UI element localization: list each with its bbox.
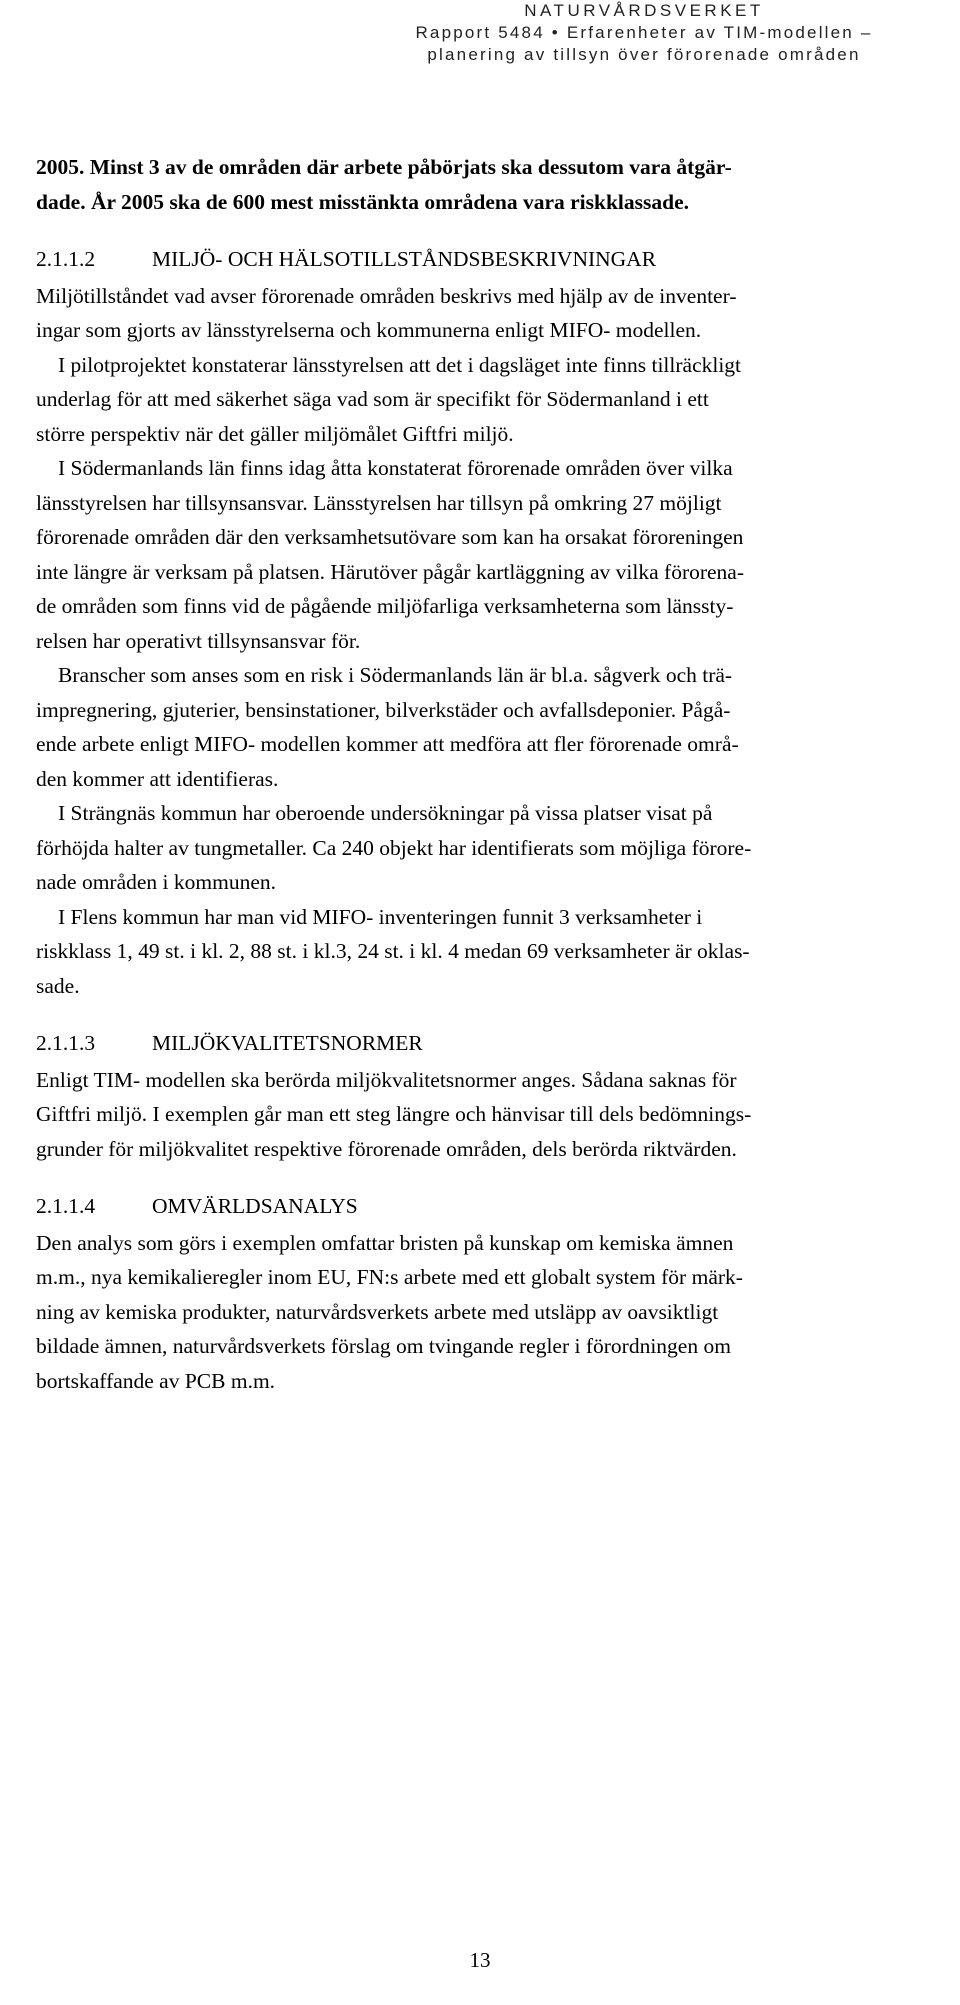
text-line: Branscher som anses som en risk i Södermanlands län är bl.a. sågverk och trä- bbox=[58, 663, 733, 687]
paragraph bbox=[36, 451, 936, 658]
text-line: riskklass 1, 49 st. i kl. 2, 88 st. i kl.3, 24 st. i kl. 4 medan 69 verksamheter är oklas- bbox=[36, 939, 750, 963]
section-2-1-1-4 bbox=[36, 1189, 936, 1398]
text-line: I Södermanlands län finns idag åtta konstaterat förorenade områden över vilka bbox=[58, 456, 733, 480]
text-line: impregnering, gjuterier, bensinstationer, bilverkstäder och avfallsdeponier. Pågå- bbox=[36, 697, 731, 722]
text-line: inte längre är verksam på platsen. Härutöver pågår kartläggning av vilka förorena- bbox=[36, 559, 745, 584]
text-line: förhöjda halter av tungmetaller. Ca 240 objekt har identifierats som möjliga förore- bbox=[36, 835, 752, 860]
header-organization: NATURVÅRDSVERKET bbox=[524, 1, 764, 20]
text-line: de områden som finns vid de pågående miljöfarliga verksamheterna som länssty- bbox=[36, 594, 734, 618]
text-line: förorenade områden där den verksamhetsutövare som kan ha orsakat föroreningen bbox=[36, 525, 744, 549]
section-number: 2.1.1.3 bbox=[36, 1031, 96, 1055]
section-title: MILJÖKVALITETSNORMER bbox=[152, 1031, 423, 1055]
section-title: OMVÄRLDSANALYS bbox=[152, 1194, 358, 1218]
text-line: bortskaffande av PCB m.m. bbox=[36, 1368, 276, 1393]
text-line: ning av kemiska produkter, naturvårdsverkets arbete med utsläpp av oavsiktligt bbox=[36, 1299, 719, 1324]
text-line: ende arbete enligt MIFO- modellen kommer att medföra att fler förorenade områ- bbox=[36, 732, 739, 756]
paragraph bbox=[36, 796, 936, 900]
text-line: sade. bbox=[36, 973, 80, 998]
running-header bbox=[364, 0, 924, 66]
text-line: Den analys som görs i exemplen omfattar bristen på kunskap om kemiska ämnen bbox=[36, 1230, 734, 1255]
text-line: Miljötillståndet vad avser förorenade områden beskrivs med hjälp av de inventer- bbox=[36, 283, 737, 308]
text-line: länsstyrelsen har tillsynsansvar. Länsstyrelsen har tillsyn på omkring 27 möjligt bbox=[36, 490, 722, 515]
paragraph bbox=[36, 658, 936, 796]
lead-line: dade. År 2005 ska de 600 mest misstänkta områdena vara riskklassade. bbox=[36, 189, 689, 214]
paragraph bbox=[36, 1063, 936, 1167]
text-line: ingar som gjorts av länsstyrelserna och kommunerna enligt MIFO- modellen. bbox=[36, 318, 702, 342]
text-line: bildade ämnen, naturvårdsverkets förslag om tvingande regler i förordningen om bbox=[36, 1334, 731, 1358]
text-line: underlag för att med säkerhet säga vad som är specifikt för Södermanland i ett bbox=[36, 387, 709, 411]
section-title: MILJÖ- OCH HÄLSOTILLSTÅNDSBESKRIVNINGAR bbox=[152, 247, 657, 271]
paragraph bbox=[36, 348, 936, 452]
section-heading bbox=[36, 1026, 936, 1061]
page-number: 13 bbox=[469, 1948, 491, 1972]
section-number: 2.1.1.4 bbox=[36, 1194, 96, 1218]
section-2-1-1-2 bbox=[36, 242, 936, 1003]
text-line: grunder för miljökvalitet respektive förorenade områden, dels berörda riktvärden. bbox=[36, 1136, 737, 1161]
paragraph bbox=[36, 1226, 936, 1399]
section-heading bbox=[36, 242, 936, 277]
header-report-line: Rapport 5484 • Erfarenheter av TIM-modellen – bbox=[415, 23, 873, 42]
text-line: I Flens kommun har man vid MIFO- inventeringen funnit 3 verksamheter i bbox=[58, 904, 703, 929]
lead-line: 2005. Minst 3 av de områden där arbete påbörjats ska dessutom vara åtgär- bbox=[36, 155, 732, 179]
text-line: m.m., nya kemikalieregler inom EU, FN:s arbete med ett globalt system för märk- bbox=[36, 1265, 743, 1289]
header-subtitle-line: planering av tillsyn över förorenade områden bbox=[427, 45, 861, 64]
lead-paragraph bbox=[36, 150, 936, 219]
text-line: Enligt TIM- modellen ska berörda miljökvalitetsnormer anges. Sådana saknas för bbox=[36, 1067, 737, 1092]
text-line: I pilotprojektet konstaterar länsstyrelsen att det i dagsläget inte finns tillräckligt bbox=[58, 352, 742, 377]
paragraph bbox=[36, 279, 936, 348]
text-line: relsen har operativt tillsynsansvar för. bbox=[36, 628, 361, 653]
paragraph bbox=[36, 900, 936, 1004]
section-2-1-1-3 bbox=[36, 1026, 936, 1166]
text-line: nade områden i kommunen. bbox=[36, 870, 277, 894]
text-line: större perspektiv när det gäller miljömålet Giftfri miljö. bbox=[36, 421, 514, 446]
section-number: 2.1.1.2 bbox=[36, 247, 96, 271]
page-body bbox=[36, 150, 936, 1421]
section-heading bbox=[36, 1189, 936, 1224]
text-line: I Strängnäs kommun har oberoende undersökningar på vissa platser visat på bbox=[58, 801, 713, 825]
text-line: den kommer att identifieras. bbox=[36, 766, 279, 791]
text-line: Giftfri miljö. I exemplen går man ett steg längre och hänvisar till dels bedömnings- bbox=[36, 1102, 752, 1126]
